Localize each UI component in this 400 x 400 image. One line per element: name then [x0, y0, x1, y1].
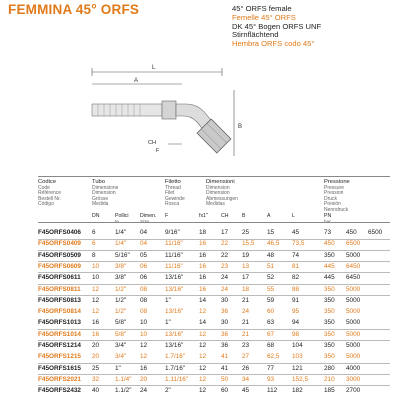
cell-l: 121	[292, 364, 303, 372]
cell-ch: 24	[221, 274, 229, 282]
cell-b: 21	[242, 330, 250, 338]
cell-b: 26	[242, 364, 250, 372]
table-row	[38, 307, 390, 318]
cell-p1: 5000	[346, 308, 361, 316]
cell-dn: 10	[92, 274, 100, 282]
cell-a: 48	[267, 251, 275, 259]
cell-pn: 350	[324, 251, 335, 259]
cell-l: 103	[292, 353, 303, 361]
subheader-l: L	[292, 213, 295, 219]
cell-a: 77	[267, 364, 275, 372]
cell-inch: 1/2"	[115, 296, 127, 304]
name-en: 45° ORFS female	[232, 4, 292, 13]
cell-b: 25	[242, 229, 250, 236]
code: F45ORFS0811	[38, 285, 81, 293]
cell-dn: 32	[92, 375, 100, 383]
cell-b: 27	[242, 353, 250, 361]
cell-l: 104	[292, 342, 303, 349]
code: F45ORFS0609	[38, 262, 81, 270]
cell-size: 12	[140, 342, 148, 349]
cell-l: 81	[292, 262, 300, 270]
cell-fx1: 16	[199, 240, 207, 248]
cell-l: 95	[292, 308, 300, 316]
cell-dn: 6	[92, 240, 96, 248]
product-names	[232, 5, 321, 49]
header-codice: Codice Code Référence Bestell Nr. Código	[38, 179, 62, 208]
subheader-f: F	[165, 213, 169, 219]
cell-size: 20	[140, 375, 148, 383]
cell-size: 24	[140, 387, 148, 395]
subheader-dimen: Dimen.	[140, 213, 157, 219]
header-tubo: Tubo Dimensione Dimension Grösse Medida	[92, 179, 119, 208]
cell-l: 152,5	[292, 375, 308, 383]
cell-size: 10	[140, 330, 148, 338]
cell-inch: 5/8"	[115, 319, 127, 327]
cell-a: 59	[267, 296, 275, 304]
code: F45ORFS1013	[38, 319, 81, 327]
cell-l: 94	[292, 319, 300, 327]
cell-size: 08	[140, 308, 148, 316]
cell-ch: 50	[221, 375, 229, 383]
cell-a: 62,5	[267, 353, 280, 361]
cell-thread: 13/16"	[165, 330, 184, 338]
table-row	[38, 330, 390, 342]
cell-b: 45	[242, 387, 250, 395]
code: F45ORFS1215	[38, 353, 81, 361]
cell-a: 15	[267, 229, 275, 236]
code: F45ORFS2021	[38, 375, 81, 383]
cell-inch: 1"	[115, 364, 121, 372]
code: F45ORFS0509	[38, 251, 81, 259]
cell-p1: 5000	[346, 319, 361, 327]
cell-size: 04	[140, 240, 148, 248]
cell-inch: 1/2"	[115, 285, 127, 293]
cell-pn: 445	[324, 274, 335, 282]
cell-inch: 3/8"	[115, 262, 127, 270]
subheader-pollici: Pollici	[115, 213, 129, 219]
cell-fx1: 12	[199, 387, 207, 395]
cell-thread: 1"	[165, 319, 171, 327]
table-row	[38, 239, 390, 251]
cell-pn: 73	[324, 229, 332, 236]
table-row	[38, 251, 390, 263]
cell-pn: 450	[324, 240, 335, 248]
cell-l: 73,5	[292, 240, 305, 248]
cell-p2: 6500	[368, 229, 383, 236]
cell-fx1: 16	[199, 251, 207, 259]
cell-pn: 350	[324, 330, 335, 338]
cell-a: 67	[267, 330, 275, 338]
cell-p1: 5000	[346, 353, 361, 361]
cell-fx1: 16	[199, 274, 207, 282]
cell-dn: 16	[92, 330, 100, 338]
code: F45ORFS0814	[38, 308, 81, 316]
cell-l: 88	[292, 285, 300, 293]
cell-thread: 13/16"	[165, 308, 184, 316]
cell-ch: 36	[221, 308, 229, 316]
page-title: FEMMINA 45° ORFS	[8, 2, 140, 17]
cell-b: 23	[242, 342, 250, 349]
subheader-pollici-sub: Ie.	[115, 219, 121, 224]
cell-ch: 30	[221, 296, 229, 304]
cell-thread: 11/16"	[165, 240, 183, 248]
table-row	[38, 318, 390, 330]
cell-thread: 13/16"	[165, 342, 184, 349]
cell-dn: 40	[92, 387, 100, 395]
cell-thread: 13/16"	[165, 274, 184, 282]
cell-fx1: 16	[199, 285, 207, 293]
cell-a: 46,5	[267, 240, 280, 248]
cell-fx1: 18	[199, 229, 207, 236]
cell-p1: 2700	[346, 387, 361, 395]
cell-pn: 445	[324, 262, 335, 270]
cell-b: 21	[242, 296, 250, 304]
cell-size: 16	[140, 364, 148, 372]
cell-inch: 1/4"	[115, 240, 127, 248]
cell-thread: 11/16"	[165, 262, 183, 270]
cell-thread: 9/16"	[165, 229, 180, 236]
cell-size: 05	[140, 251, 148, 259]
cell-ch: 30	[221, 319, 229, 327]
name-fr: Femelle 45° ORFS	[232, 12, 296, 22]
name-de-2: Stirnflächtend	[232, 30, 279, 40]
cell-pn: 350	[324, 296, 335, 304]
cell-dn: 16	[92, 319, 100, 327]
header-pressione: Pressione Pressure Pression Druck Presión Nenndruck	[324, 179, 350, 213]
table-row	[38, 228, 390, 240]
cell-inch: 3/4"	[115, 342, 127, 349]
cell-a: 51	[267, 262, 275, 270]
cell-pn: 210	[324, 375, 335, 383]
cell-thread: 11/16"	[165, 251, 183, 259]
table-row	[38, 364, 390, 376]
cell-inch: 3/4"	[115, 353, 127, 361]
cell-inch: 3/8"	[115, 274, 127, 282]
cell-pn: 185	[324, 387, 335, 395]
cell-fx1: 16	[199, 262, 207, 270]
cell-ch: 24	[221, 285, 229, 293]
cell-dn: 20	[92, 353, 100, 361]
code: F45ORFS1214	[38, 342, 81, 349]
cell-fx1: 14	[199, 319, 207, 327]
name-de: DK 45° Bogen ORFS UNF	[232, 21, 322, 31]
cell-l: 82	[292, 274, 300, 282]
cell-ch: 23	[221, 262, 229, 270]
cell-l: 182	[292, 387, 303, 395]
cell-pn: 350	[324, 353, 335, 361]
dim-label-a: A	[134, 78, 139, 84]
cell-ch: 17	[221, 229, 229, 236]
code: F45ORFS0409	[38, 240, 81, 248]
cell-thread: 13/16"	[165, 285, 184, 293]
table-row	[38, 341, 390, 352]
cell-inch: 1/4"	[115, 229, 127, 236]
header-dimensioni: Dimensioni Dimension Dimension Abmessungen Medidas	[206, 179, 238, 208]
cell-p1: 450	[346, 229, 357, 236]
name-es: Hembra ORFS codo 45°	[232, 39, 315, 49]
cell-thread: 1.7/16"	[165, 364, 186, 372]
cell-a: 55	[267, 285, 275, 293]
cell-a: 60	[267, 308, 275, 316]
dim-label-l: L	[152, 65, 156, 71]
cell-p1: 5000	[346, 342, 361, 349]
subheader-pn-sub: bar	[324, 219, 331, 224]
table-top-rule	[38, 176, 390, 177]
dim-label-b: B	[238, 124, 243, 130]
cell-dn: 8	[92, 251, 96, 259]
cell-thread: 1.7/16"	[165, 353, 186, 361]
cell-size: 04	[140, 229, 148, 236]
table-row	[38, 296, 390, 307]
cell-b: 17	[242, 274, 250, 282]
cell-fx1: 12	[199, 308, 207, 316]
subheader-pn: PN	[324, 213, 332, 219]
cell-inch: 1.1/2"	[115, 387, 132, 395]
cell-a: 112	[267, 387, 278, 395]
cell-p1: 4000	[346, 364, 361, 372]
cell-l: 45	[292, 229, 300, 236]
cell-thread: 1"	[165, 296, 171, 304]
cell-pn: 350	[324, 342, 335, 349]
cell-p1: 6450	[346, 274, 361, 282]
cell-pn: 350	[324, 285, 335, 293]
cell-dn: 12	[92, 296, 100, 304]
subheader-a: A	[267, 213, 271, 219]
code: F45ORFS1014	[38, 330, 81, 338]
subheader-b: B	[242, 213, 246, 219]
cell-b: 19	[242, 251, 250, 259]
code: F45ORFS0406	[38, 229, 81, 236]
cell-dn: 25	[92, 364, 100, 372]
cell-size: 10	[140, 319, 148, 327]
cell-dn: 10	[92, 262, 100, 270]
table-row	[38, 262, 390, 274]
cell-a: 68	[267, 342, 275, 349]
cell-ch: 36	[221, 330, 229, 338]
cell-fx1: 14	[199, 296, 207, 304]
cell-pn: 350	[324, 308, 335, 316]
cell-size: 06	[140, 262, 148, 270]
cell-size: 08	[140, 285, 148, 293]
cell-a: 93	[267, 375, 275, 383]
cell-dn: 20	[92, 342, 100, 349]
cell-inch: 5/8"	[115, 330, 127, 338]
table-row	[38, 285, 390, 297]
code: F45ORFS0611	[38, 274, 81, 282]
cell-ch: 41	[221, 364, 229, 372]
cell-ch: 60	[221, 387, 229, 395]
cell-b: 13	[242, 262, 250, 270]
table-row	[38, 375, 390, 387]
subheader-fx1: fx1"	[199, 213, 208, 219]
cell-fx1: 12	[199, 353, 207, 361]
cell-b: 34	[242, 375, 250, 383]
cell-pn: 350	[324, 319, 335, 327]
cell-ch: 41	[221, 353, 229, 361]
cell-fx1: 12	[199, 330, 207, 338]
cell-size: 12	[140, 353, 148, 361]
cell-inch: 1/2"	[115, 308, 127, 316]
fitting-drawing	[64, 60, 264, 172]
table-row	[38, 352, 390, 364]
cell-pn: 280	[324, 364, 335, 372]
cell-b: 18	[242, 285, 250, 293]
cell-thread: 1.11/16"	[165, 375, 189, 383]
table-row	[38, 386, 390, 397]
subheader-dn: DN	[92, 213, 100, 219]
code: F45ORFS0813	[38, 296, 81, 304]
cell-fx1: 12	[199, 375, 207, 383]
subheader-dimen-sub: Size	[140, 219, 149, 224]
cell-p1: 6450	[346, 262, 361, 270]
cell-fx1: 12	[199, 342, 207, 349]
cell-dn: 6	[92, 229, 96, 236]
cell-p1: 3000	[346, 375, 361, 383]
cell-p1: 5000	[346, 285, 361, 293]
code: F45ORFS1615	[38, 364, 81, 372]
header-filetto: Filetto Thread Filet Gewinde Rosca	[165, 179, 185, 208]
cell-p1: 6500	[346, 240, 361, 248]
cell-b: 15,5	[242, 240, 255, 248]
cell-ch: 22	[221, 240, 229, 248]
cell-p1: 5000	[346, 251, 361, 259]
table-row	[38, 273, 390, 285]
cell-a: 63	[267, 319, 275, 327]
cell-l: 98	[292, 330, 300, 338]
cell-inch: 1.1/4"	[115, 375, 132, 383]
cell-inch: 5/16"	[115, 251, 130, 259]
cell-b: 24	[242, 308, 250, 316]
cell-fx1: 12	[199, 364, 207, 372]
cell-l: 91	[292, 296, 300, 304]
cell-dn: 12	[92, 285, 100, 293]
cell-p1: 5000	[346, 296, 361, 304]
cell-l: 74	[292, 251, 300, 259]
cell-a: 52	[267, 274, 275, 282]
cell-size: 06	[140, 274, 148, 282]
cell-thread: 2"	[165, 387, 171, 395]
dim-label-ch: CH	[148, 140, 157, 146]
cell-size: 08	[140, 296, 148, 304]
cell-b: 21	[242, 319, 250, 327]
code: F45ORFS2432	[38, 387, 81, 395]
table-header-rule	[38, 222, 390, 223]
cell-ch: 22	[221, 251, 229, 259]
subheader-ch: CH	[221, 213, 229, 219]
cell-p1: 5000	[346, 330, 361, 338]
cell-ch: 36	[221, 342, 229, 349]
cell-dn: 12	[92, 308, 100, 316]
dim-label-f: F	[156, 148, 160, 154]
